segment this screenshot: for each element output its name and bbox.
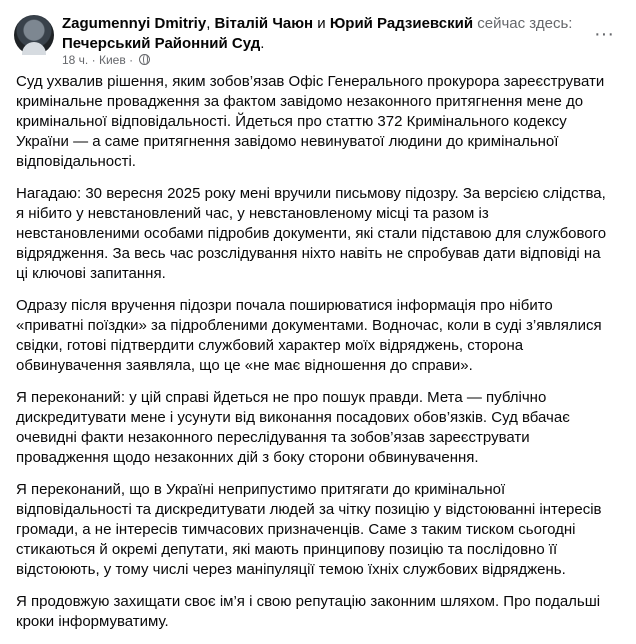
- title-conjunction: и: [317, 15, 326, 32]
- place-period: .: [260, 35, 265, 52]
- tagged-person-2-link[interactable]: Юрий Радзиевский: [329, 15, 474, 32]
- author-name-link[interactable]: Zagumennyi Dmitriy: [62, 15, 207, 32]
- meta-separator-2: ·: [129, 53, 134, 67]
- post-header: [14, 10, 622, 70]
- checkin-status-text: сейчас здесь:: [477, 15, 573, 32]
- post-body: [16, 72, 612, 644]
- post-title-line: [62, 14, 602, 54]
- more-options-button[interactable]: ···: [594, 23, 614, 45]
- post-paragraph: Я переконаний: у цій справі йдеться не про пошук правди. Мета — публічно дискредитувати мене і усунути від виконання посадових обов’язків. Суд вбачає очевидні факти незаконного переслідування та зобов’язав зареєструвати провадження щодо незаконних дій з боку сторони обвинувачення.: [16, 389, 570, 466]
- tagged-person-1-link[interactable]: Віталій Чаюн: [214, 15, 314, 32]
- post-time-link[interactable]: 18 ч.: [62, 53, 89, 67]
- post-paragraph: Я переконаний, що в Україні неприпустимо притягати до кримінальної відповідальності та дискредитувати людей за чітку позицію у відстоюванні інтересів громади, а не інтересів тимчасових призначенців. Саме з таким тиском сьогодні стикаються й окремі депутати, які мають принципову позицію та послідовно її відстоюють, у тому числі через маніпуляції темою їхніх службових відряджень.: [16, 481, 602, 578]
- post-location-link[interactable]: Киев: [98, 53, 126, 67]
- meta-separator: ·: [91, 53, 96, 67]
- title-comma: ,: [206, 15, 211, 32]
- post-paragraph: Суд ухвалив рішення, яким зобов’язав Офіс Генерального прокурора зареєструвати кримінальне провадження за фактом завідомо незаконного притягнення мене до кримінальної відповідальності. Йдеться про статтю 372 Кримінального кодексу України — а саме притягнення завідомо невинуватої людини до кримінальної відповідальності.: [16, 73, 605, 170]
- checkin-place-link[interactable]: Печерський Районний Суд: [62, 35, 261, 52]
- post-paragraph: Нагадаю: 30 вересня 2025 року мені вручили письмову підозру. За версією слідства, я нібито у невстановлений час, у невстановленому місці та разом із невстановленими особами підробив документи, які стали підставою для службового відрядження. За весь час розслідування ніхто навіть не спробував дати відповіді на ці ключові запитання.: [16, 185, 607, 282]
- globe-icon[interactable]: [139, 54, 150, 65]
- author-avatar[interactable]: [14, 15, 54, 55]
- post-meta: [62, 52, 150, 68]
- post-paragraph: Я продовжую захищати своє ім’я і свою репутацію законним шляхом. Про подальші кроки інформуватиму.: [16, 593, 601, 630]
- post-paragraph: Одразу після вручення підозри почала поширюватися інформація про нібито «приватні поїздки» за підробленими документами. Водночас, коли в суді з’являлися свідки, готові підтвердити службовий характер моїх відряджень, сторона обвинувачення заявляла, що це «не має відношення до справи».: [16, 297, 602, 374]
